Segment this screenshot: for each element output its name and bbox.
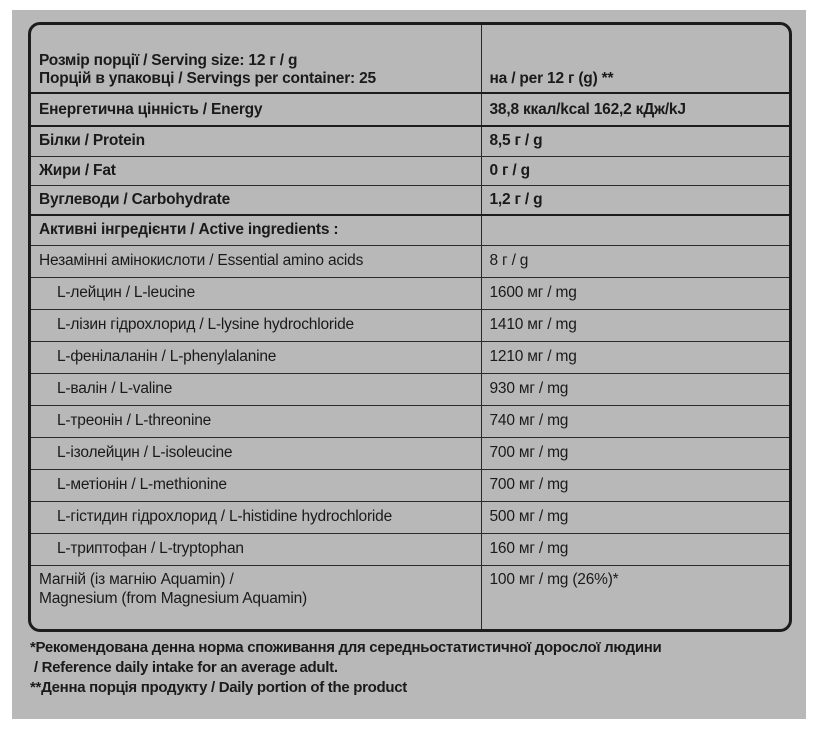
table-row: [31, 405, 789, 437]
protein-row: [31, 126, 789, 156]
row-value: [481, 215, 789, 245]
per-portion-cell: на / per 12 г (g) **: [481, 25, 789, 93]
row-label: Енергетична цінність / Energy: [31, 93, 481, 126]
row-value: 100 мг / mg (26%)*: [489, 570, 619, 588]
row-label: Незамінні амінокислоти / Essential amino acids: [31, 245, 481, 277]
row-value: 740 мг / mg: [481, 405, 789, 437]
carbohydrate-row: [31, 185, 789, 215]
energy-row: [31, 93, 789, 126]
row-label: Активні інгредієнти / Active ingredients :: [31, 215, 481, 245]
table-row: [31, 309, 789, 341]
nutrition-table-frame: [28, 22, 792, 632]
nutrition-table: [31, 25, 789, 629]
row-label: L-треонін / L-threonine: [31, 405, 481, 437]
row-label: L-лейцин / L-leucine: [31, 277, 481, 309]
row-value: 700 мг / mg: [481, 437, 789, 469]
table-row: [31, 501, 789, 533]
row-label: [31, 565, 481, 629]
row-label: L-гістидин гідрохлорид / L-histidine hydrochloride: [31, 501, 481, 533]
row-value: 8 г / g: [481, 245, 789, 277]
row-value: 1600 мг / mg: [481, 277, 789, 309]
active-ingredients-row: [31, 215, 789, 245]
row-label: Білки / Protein: [31, 126, 481, 156]
row-value: 1,2 г / g: [481, 185, 789, 215]
table-row: [31, 437, 789, 469]
table-row: [31, 533, 789, 565]
serving-size-text: Розмір порції / Serving size: 12 г / g: [39, 52, 298, 69]
row-label: L-ізолейцин / L-isoleucine: [31, 437, 481, 469]
row-value: 160 мг / mg: [481, 533, 789, 565]
row-label: L-лізин гідрохлорид / L-lysine hydrochloride: [31, 309, 481, 341]
row-label: Вуглеводи / Carbohydrate: [31, 185, 481, 215]
magnesium-row: [31, 565, 789, 629]
essential-amino-acids-row: [31, 245, 789, 277]
row-value: 930 мг / mg: [481, 373, 789, 405]
row-label: L-триптофан / L-tryptophan: [31, 533, 481, 565]
footnote-daily-portion: **Денна порція продукту / Daily portion of the product: [30, 679, 407, 696]
serving-info-cell: [31, 25, 481, 93]
nutrition-panel: [12, 10, 806, 719]
footnotes: [30, 638, 800, 698]
row-value: 0 г / g: [481, 156, 789, 185]
table-row: [31, 277, 789, 309]
fat-row: [31, 156, 789, 185]
servings-per-container-text: Порцій в упаковці / Servings per container: 25: [39, 70, 376, 87]
row-value: 1410 мг / mg: [481, 309, 789, 341]
table-row: [31, 341, 789, 373]
footnote-daily-intake: *Рекомендована денна норма споживання для середньостатистичної дорослої людини: [30, 639, 662, 656]
row-value: 700 мг / mg: [481, 469, 789, 501]
row-label: L-метіонін / L-methionine: [31, 469, 481, 501]
row-label: Жири / Fat: [31, 156, 481, 185]
table-header-row: [31, 25, 789, 93]
footnote-daily-intake-en: / Reference daily intake for an average adult.: [30, 659, 338, 676]
row-label: L-валін / L-valine: [31, 373, 481, 405]
row-value: 500 мг / mg: [481, 501, 789, 533]
magnesium-label-line2: Magnesium (from Magnesium Aquamin): [39, 589, 307, 607]
table-row: [31, 373, 789, 405]
row-value: 38,8 ккал/kcal 162,2 кДж/kJ: [481, 93, 789, 126]
row-value: 8,5 г / g: [481, 126, 789, 156]
table-row: [31, 469, 789, 501]
row-value: 1210 мг / mg: [481, 341, 789, 373]
row-label: L-фенілаланін / L-phenylalanine: [31, 341, 481, 373]
magnesium-label-line1: Магній (із магнію Aquamin) /: [39, 570, 234, 588]
